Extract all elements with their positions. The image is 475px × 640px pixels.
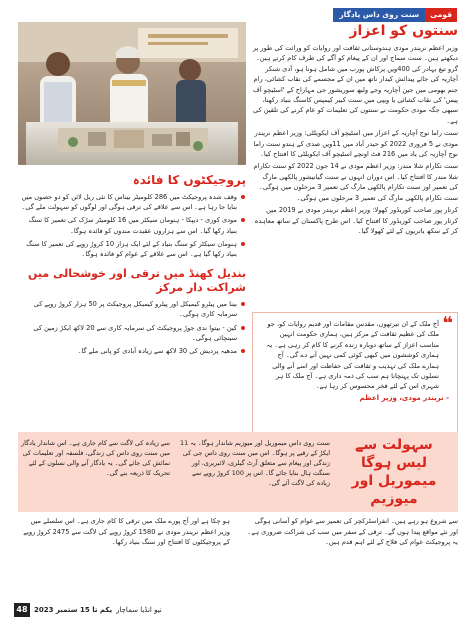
page-footer	[14, 603, 162, 617]
bottom-text-left: ہو چکا ہے اور آج پورے ملک میں ترقی کا کام جاری ہے۔ اس سلسلے میں وزیر اعظم نریندر مودی نے 1580 کروڑ روپے کی لاگت سے 2475 کروڑ روپے کے پروجیکٹوں کا افتتاح اور سنگ بنیاد رکھا۔	[23, 517, 230, 547]
event-photo	[18, 22, 246, 165]
page-number: 48	[14, 603, 30, 617]
bottom-article	[18, 516, 458, 598]
development-title: بندیل کھنڈ میں ترقی اور خوشحالی میں شراکت دار مرکز	[27, 267, 246, 295]
development-bullet: بینا میں پیٹرو کیمیکل اور پیٹرو کیمیکل پروجیکٹ پر 50 ہزار کروڑ روپے کی سرمایہ کاری ہوگی۔	[18, 299, 246, 319]
feature-box	[18, 432, 458, 512]
article-paragraph: کرتار پور صاحب کوریڈور کھولا: وزیر اعظم نریندر مودی نے 2019 میں کرتار پور صاحب کوریڈور کا افتتاح کیا۔ اس طرح پاکستان کے ساتھ معاہدہ کر کے سکھ یاتریوں کے لئے کھولا گیا۔	[254, 206, 458, 235]
bottom-text-right: سے شروع ہو رہے ہیں۔ انفراسٹرکچر کی تعمیر سے عوام کو آسانی ہوگی اور نئے مواقع پیدا ہوں گے۔ ترقی کے سفر میں سب کی شراکت ضروری ہے۔ یہ پروجیکٹ عوام کی فلاح کے لئے اہم قدم ہیں۔	[247, 517, 458, 547]
projects-bullet: ہنومان سیکٹر کو سنگ بنیاد کے لئے ایک ہزار 10 کروڑ روپے کی تعمیر کا سنگ بنیاد رکھا گیا ہے۔ اس سے علاقے کے عوام کو فائدہ ہوگا۔	[18, 239, 246, 259]
section-tag-primary: قومی	[425, 8, 457, 22]
quote-author: - نریندر مودی، وزیر اعظم	[359, 393, 449, 402]
section-header-tag	[333, 8, 457, 22]
projects-title: پروجیکٹوں کا فائدہ	[132, 173, 246, 187]
article-paragraph: سنت تکارام شلا مندر: وزیر اعظم مودی نے 14 جون 2022 کو سنت تکارام شلا مندر کا افتتاح کیا۔ اس دوران انہوں نے سنت گیانیشور پالکھی مارگ کی تعمیر اور سنت تکارام پالکھی مارگ کی تعمیر 3 مرحلوں میں ہوگی۔ سنت تکارام پالکھی مارگ کی تعمیر 3 مرحلوں میں ہوگی۔	[253, 162, 458, 202]
article-title: سنتوں کو اعزاز	[349, 23, 458, 39]
section-tag-secondary: سنت روی داس یادگار	[333, 8, 425, 22]
quote-box	[252, 312, 458, 434]
projects-column	[18, 170, 246, 359]
article-paragraph: سنت راما نوج آچاریہ کے اعزاز میں اسٹیچو آف ایکویلٹی: وزیر اعظم نریندر مودی نے 5 فروری 2022 کو حیدر آباد میں 11ویں صدی کے ہندو سنت راما نوج آچاریہ کی یاد میں 216 فٹ اونچے اسٹیچو آف ایکویلٹی کا افتتاح کیا۔	[253, 129, 458, 159]
projects-bullet: مودی کوری - دیپکا - ہنومان سیکٹر میں 16 کلومیٹر سڑک کی تعمیر کا سنگ بنیاد رکھا گیا۔ اس سے ہزاروں عقیدت مندوں کو فائدہ ہوگا۔	[18, 215, 246, 235]
magazine-name: نیو انڈیا سماچار	[116, 606, 162, 614]
development-bullet: مدھیہ پردیش کی 30 لاکھ سے زیادہ آبادی کو پانی ملے گا۔	[18, 346, 246, 356]
development-bullet: کین - بیتوا ندی جوڑ پروجیکٹ کی سرمایہ کاری سے 20 لاکھ ایکڑ زمین کی سینچائی ہوگی۔	[18, 323, 246, 343]
article-paragraph: وزیر اعظم نریندر مودی ہندوستانی ثقافت اور روایات کو وراثت کی طور پر دیکھتے ہیں۔ سنت سماج اور ان کے پیغام کو آگے کی طرف کام کرتے ہیں۔ گرو تیغ بہادر کی 400ویں پرکاش پورب میں شامل ہونا ہو، آدی شنکر آچاریہ کی جائے پیدائش کیدار ناتھ میں ان کے مجسمے کی نقاب کشائی، رام جنم بھومی میں جین آچاریہ وجے ولبھ سوریشور جی مہاراج کے 'اسٹیچو آف پیس' کی نقاب کشائی یا ویپی میں سنت کبیر کیمپس کاسنگ بنیاد رکھنا، سبھی جگہ مودی حکومت نے سنتوں کی تعلیمات کو عام کرنے کی تلقین کی ہے۔	[252, 44, 458, 125]
quote-text: آج ملک کے ان تیرتھوں، مقدس مقامات اور قدیم روایات کو، جو ملک کی عظیم ثقافت کے مرکز ہیں، ہماری حکومت انہیں مناسب اعزاز کے ساتھ دوبارہ زندہ کرنے کا کام کر رہی ہے۔ یہ ہماری کوششوں میں کبھی کوئی کمی نہیں آنے دے گی۔ آج ہمارے ملک کی تہذیب و ثقافت کی حفاظت اور اسے آنے والی نسلوں تک پہنچانا ہم سب کی ذمہ داری ہے۔ آج ملک کا ہر شہری اس کے لئے فخر محسوس کر رہا ہے۔	[266, 320, 439, 391]
projects-bullet: وقف شدہ پروجیکٹ میں 286 کلومیٹر بیناس کا نئی ریل لائن کو دو حصوں میں بنایا جا رہا ہے۔ اس سے علاقے کی ترقی ہوگی اور لوگوں کو سہولت ملے گی۔	[18, 192, 246, 212]
issue-date: یکم تا 15 ستمبر 2023	[34, 606, 113, 614]
feature-text-1: سنت روی داس میموریل اور میوزیم شاندار ہوگا۔ یہ 11 ایکڑ کے رقبے پر ہوگا۔ اس میں سنت روی داس جی کی زندگی اور پیغام سے متعلق آرٹ گیلری، لائبریری، اور سنگت ہال بنایا جائے گا۔ اس پر 100 کروڑ روپے سے زیادہ کی لاگت آئے گی۔	[180, 439, 330, 487]
quote-mark-icon: ❝	[442, 313, 453, 334]
feature-heading: سہولت سے لیس ہوگا میموریل اور میوزیم	[351, 437, 437, 507]
feature-text-2: سے زیادہ کی لاگت سے کام جاری ہے۔ اس شاندار یادگار میں سنت روی داس کی زندگی، فلسفہ اور تعلیمات کی نمائش کی جائے گی۔ یہ یادگار آنے والی نسلوں کے لئے تحریک کا ذریعہ بنے گی۔	[21, 439, 170, 477]
